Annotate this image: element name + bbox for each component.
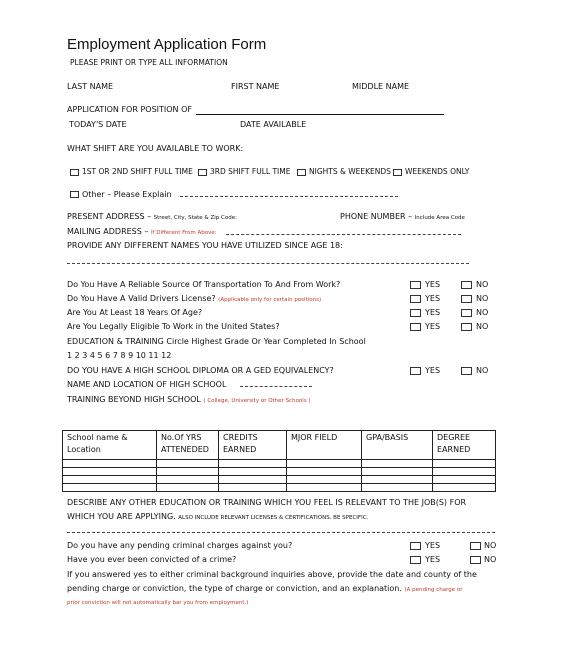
no-label: NO	[476, 366, 489, 375]
table-row[interactable]	[63, 460, 496, 468]
yes-checkbox[interactable]	[410, 542, 421, 550]
last-name-label: LAST NAME	[67, 82, 114, 91]
yes-label: YES	[425, 308, 441, 317]
mailing-address-text: MAILING ADDRESS –	[67, 227, 149, 236]
yes-checkbox[interactable]	[410, 556, 421, 564]
checkbox[interactable]	[198, 169, 207, 176]
yes-label: YES	[425, 280, 441, 289]
question-license-text: Do You Have A Valid Drivers License?	[67, 294, 216, 303]
criminal-question-convicted: Have you ever been convicted of a crime?	[67, 555, 237, 564]
no-checkbox[interactable]	[461, 295, 472, 303]
no-label: NO	[484, 555, 497, 564]
table-row[interactable]	[63, 484, 496, 492]
no-checkbox[interactable]	[470, 542, 481, 550]
question-license	[67, 294, 321, 303]
high-school-label: NAME AND LOCATION OF HIGH SCHOOL	[67, 380, 227, 389]
no-label: NO	[476, 294, 489, 303]
col-header: GPA/BASIS	[362, 431, 433, 460]
phone-number-text: PHONE NUMBER –	[340, 212, 413, 221]
other-names-label: PROVIDE ANY DIFFERENT NAMES YOU HAVE UTILIZED SINCE AGE 18:	[67, 241, 343, 250]
criminal-explain-line-1: If you answered yes to either criminal background inquiries above, provide the date and county of the	[67, 570, 477, 579]
shift-question: WHAT SHIFT ARE YOU AVAILABLE TO WORK:	[67, 144, 244, 153]
col-header: DEGREE EARNED	[433, 431, 496, 460]
shift-option-1[interactable]	[70, 167, 193, 176]
mailing-address-label	[67, 227, 217, 236]
shift-other-label: Other – Please Explain	[82, 190, 172, 199]
grade-options[interactable]: 1 2 3 4 5 6 7 8 9 10 11 12	[67, 351, 172, 360]
training-beyond-hint: ( College, University or Other Schools )	[203, 398, 311, 404]
question-eligible: Are You Legally Eligible To Work in the United States?	[67, 322, 280, 331]
shift-option-4[interactable]	[393, 167, 469, 176]
checkbox[interactable]	[393, 169, 402, 176]
present-address-hint: Street, City, State & Zip Code:	[153, 215, 237, 221]
describe-answer-line[interactable]	[67, 532, 495, 533]
yes-label: YES	[425, 541, 441, 550]
yes-checkbox[interactable]	[410, 295, 421, 303]
describe-line-2-small: ALSO INCLUDE RELEVANT LICENSES & CERTIFICATIONS. BE SPECIFIC.	[178, 515, 369, 521]
page-subtitle: PLEASE PRINT OR TYPE ALL INFORMATION	[70, 58, 228, 67]
shift-option-2[interactable]	[198, 167, 290, 176]
no-label: NO	[476, 308, 489, 317]
yes-label: YES	[425, 555, 441, 564]
shift-option-3[interactable]	[297, 167, 391, 176]
checkbox[interactable]	[297, 169, 306, 176]
present-address-text: PRESENT ADDRESS –	[67, 212, 152, 221]
col-header: No.Of YRS ATTENEDED	[157, 431, 219, 460]
table-header-row	[63, 431, 496, 460]
describe-line-1: DESCRIBE ANY OTHER EDUCATION OR TRAINING WHICH YOU FEEL IS RELEVANT TO THE JOB(S) FOR	[67, 498, 467, 507]
criminal-explain-line-2	[67, 584, 463, 593]
criminal-note-1: (A pending charge or	[404, 587, 463, 593]
question-license-note: (Applicable only for certain positions)	[218, 297, 322, 303]
shift-option-label: NIGHTS & WEEKENDS	[309, 167, 391, 176]
mailing-address-hint: If Different From Above:	[150, 230, 217, 236]
no-checkbox[interactable]	[470, 556, 481, 564]
question-transport: Do You Have A Reliable Source Of Transportation To And From Work?	[67, 280, 341, 289]
no-label: NO	[484, 541, 497, 550]
diploma-question: DO YOU HAVE A HIGH SCHOOL DIPLOMA OR A GED EQUIVALENCY?	[67, 366, 334, 375]
criminal-explain-text: pending charge or conviction, the type of charge or conviction, and an explanation.	[67, 584, 402, 593]
education-table	[62, 430, 496, 492]
shift-option-label: 3RD SHIFT FULL TIME	[210, 167, 291, 176]
phone-number-hint: Include Area Code	[414, 215, 465, 221]
yes-checkbox[interactable]	[410, 367, 421, 375]
checkbox[interactable]	[70, 169, 79, 176]
col-header: MJOR FIELD	[287, 431, 362, 460]
shift-option-label: 1ST OR 2ND SHIFT FULL TIME	[82, 167, 193, 176]
first-name-label: FIRST NAME	[231, 82, 280, 91]
yes-label: YES	[425, 322, 441, 331]
shift-option-label: WEEKENDS ONLY	[405, 167, 470, 176]
mailing-address-line[interactable]	[226, 234, 461, 235]
page-title: Employment Application Form	[67, 36, 267, 53]
yes-label: YES	[425, 294, 441, 303]
yes-label: YES	[425, 366, 441, 375]
criminal-question-pending: Do you have any pending criminal charges against you?	[67, 541, 293, 550]
no-label: NO	[476, 280, 489, 289]
yes-checkbox[interactable]	[410, 309, 421, 317]
education-label: EDUCATION & TRAINING Circle Highest Grade Or Year Completed In School	[67, 337, 366, 346]
no-checkbox[interactable]	[461, 309, 472, 317]
table-row[interactable]	[63, 468, 496, 476]
phone-number-label	[340, 212, 465, 221]
no-checkbox[interactable]	[461, 323, 472, 331]
no-label: NO	[476, 322, 489, 331]
high-school-line[interactable]	[240, 386, 312, 387]
no-checkbox[interactable]	[461, 367, 472, 375]
shift-other[interactable]	[70, 190, 172, 199]
todays-date-label: TODAY'S DATE	[69, 120, 127, 129]
position-line[interactable]	[196, 114, 444, 115]
yes-checkbox[interactable]	[410, 281, 421, 289]
col-header: CREDITS EARNED	[219, 431, 287, 460]
question-age: Are You At Least 18 Years Of Age?	[67, 308, 203, 317]
describe-line-2	[67, 512, 368, 521]
criminal-note-2: prior conviction will not automatically bar you from employment.)	[67, 600, 249, 606]
training-beyond-text: TRAINING BEYOND HIGH SCHOOL	[67, 395, 201, 404]
table-row[interactable]	[63, 476, 496, 484]
middle-name-label: MIDDLE NAME	[352, 82, 410, 91]
present-address-label	[67, 212, 237, 221]
no-checkbox[interactable]	[461, 281, 472, 289]
date-available-label: DATE AVAILABLE	[240, 120, 307, 129]
checkbox[interactable]	[70, 191, 79, 198]
describe-line-2-text: WHICH YOU ARE APPLYING.	[67, 512, 176, 521]
training-beyond-label	[67, 395, 311, 404]
position-label: APPLICATION FOR POSITION OF	[67, 105, 192, 114]
col-header: School name & Location	[63, 431, 157, 460]
yes-checkbox[interactable]	[410, 323, 421, 331]
other-explain-line[interactable]	[180, 196, 398, 197]
other-names-line[interactable]	[67, 263, 469, 264]
